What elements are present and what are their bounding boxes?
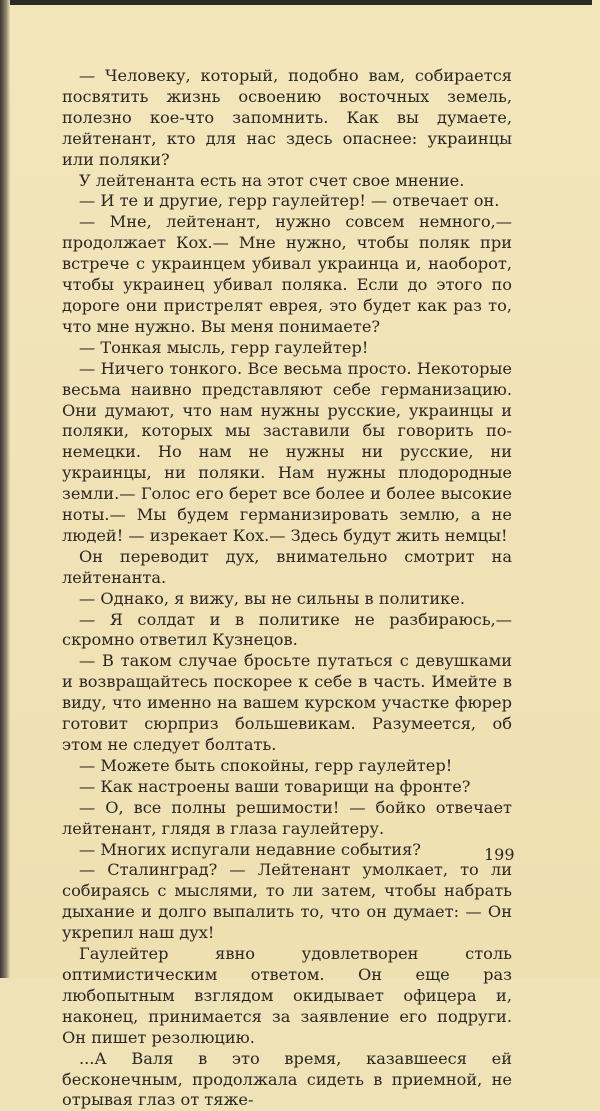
paragraph: — В таком случае бросьте путаться с девушками и возвращайтесь поскорее к себе в часть. Имейте в виду, что именно на вашем курском участке фюрер готовит сюрприз большевикам. Разумеется, об этом не следует болтать. [62, 651, 512, 754]
page-gutter-shadow [0, 0, 10, 978]
paragraph: — Тонкая мысль, герр гаулейтер! [79, 337, 369, 357]
paragraph: — Можете быть спокойны, герр гаулейтер! [79, 755, 453, 775]
page-top-edge [10, 0, 592, 5]
paragraph: — И те и другие, герр гаулейтер! — отвечает он. [79, 191, 500, 211]
page-number: 199 [484, 845, 515, 864]
paragraph: Гаулейтер явно удовлетворен столь оптимистическим ответом. Он еще раз любопытным взглядом окидывает офицера и, наконец, принимается за заявление его подруги. Он пишет резолюцию. [62, 944, 512, 1047]
paragraph: ...А Валя в это время, казавшееся ей бесконечным, продолжала сидеть в приемной, не отрывая глаз от тяже- [62, 1048, 512, 1110]
paragraph: — Ничего тонкого. Все весьма просто. Некоторые весьма наивно представляют себе германизацию. Они думают, что нам нужны русские, украинцы и поляки, которых мы заставили бы говорить по-немецки. Но нам не нужны ни русские, ни украинцы, ни поляки. Нам нужны плодородные земли.— Голос его берет все более и более высокие ноты.— Мы будем германизировать землю, а не людей! — изрекает Кох.— Здесь будут жить немцы! [62, 358, 512, 545]
page-text [62, 66, 512, 1111]
paragraph: — Я солдат и в политике не разбираюсь,— скромно ответил Кузнецов. [62, 609, 512, 650]
paragraph: — Как настроены ваши товарищи на фронте? [79, 776, 471, 796]
paragraph: — Человеку, который, подобно вам, собирается посвятить жизнь освоению восточных земель, полезно кое-что запомнить. Как вы думаете, лейтенант, кто для нас здесь опаснее: украинцы или поляки? [62, 66, 512, 169]
paragraph: — Мне, лейтенант, нужно совсем немного,— продолжает Кох.— Мне нужно, чтобы поляк при встрече с украинцем убивал украинца и, наоборот, чтобы украинец убивал поляка. Если до этого по дороге они пристрелят еврея, это будет как раз то, что мне нужно. Вы меня понимаете? [62, 212, 512, 336]
paragraph: — Сталинград? — Лейтенант умолкает, то ли собираясь с мыслями, то ли затем, чтобы набрать дыхание и долго выпалить то, что он думает: — Он укрепил наш дух! [62, 860, 512, 943]
paragraph: — О, все полны решимости! — бойко отвечает лейтенант, глядя в глаза гаулейтеру. [62, 797, 512, 838]
paragraph: — Однако, я вижу, вы не сильны в политике. [79, 588, 466, 608]
paragraph: Он переводит дух, внимательно смотрит на лейтенанта. [62, 546, 512, 587]
paragraph: — Многих испугали недавние события? [79, 839, 421, 859]
paragraph: У лейтенанта есть на этот счет свое мнение. [79, 170, 465, 190]
